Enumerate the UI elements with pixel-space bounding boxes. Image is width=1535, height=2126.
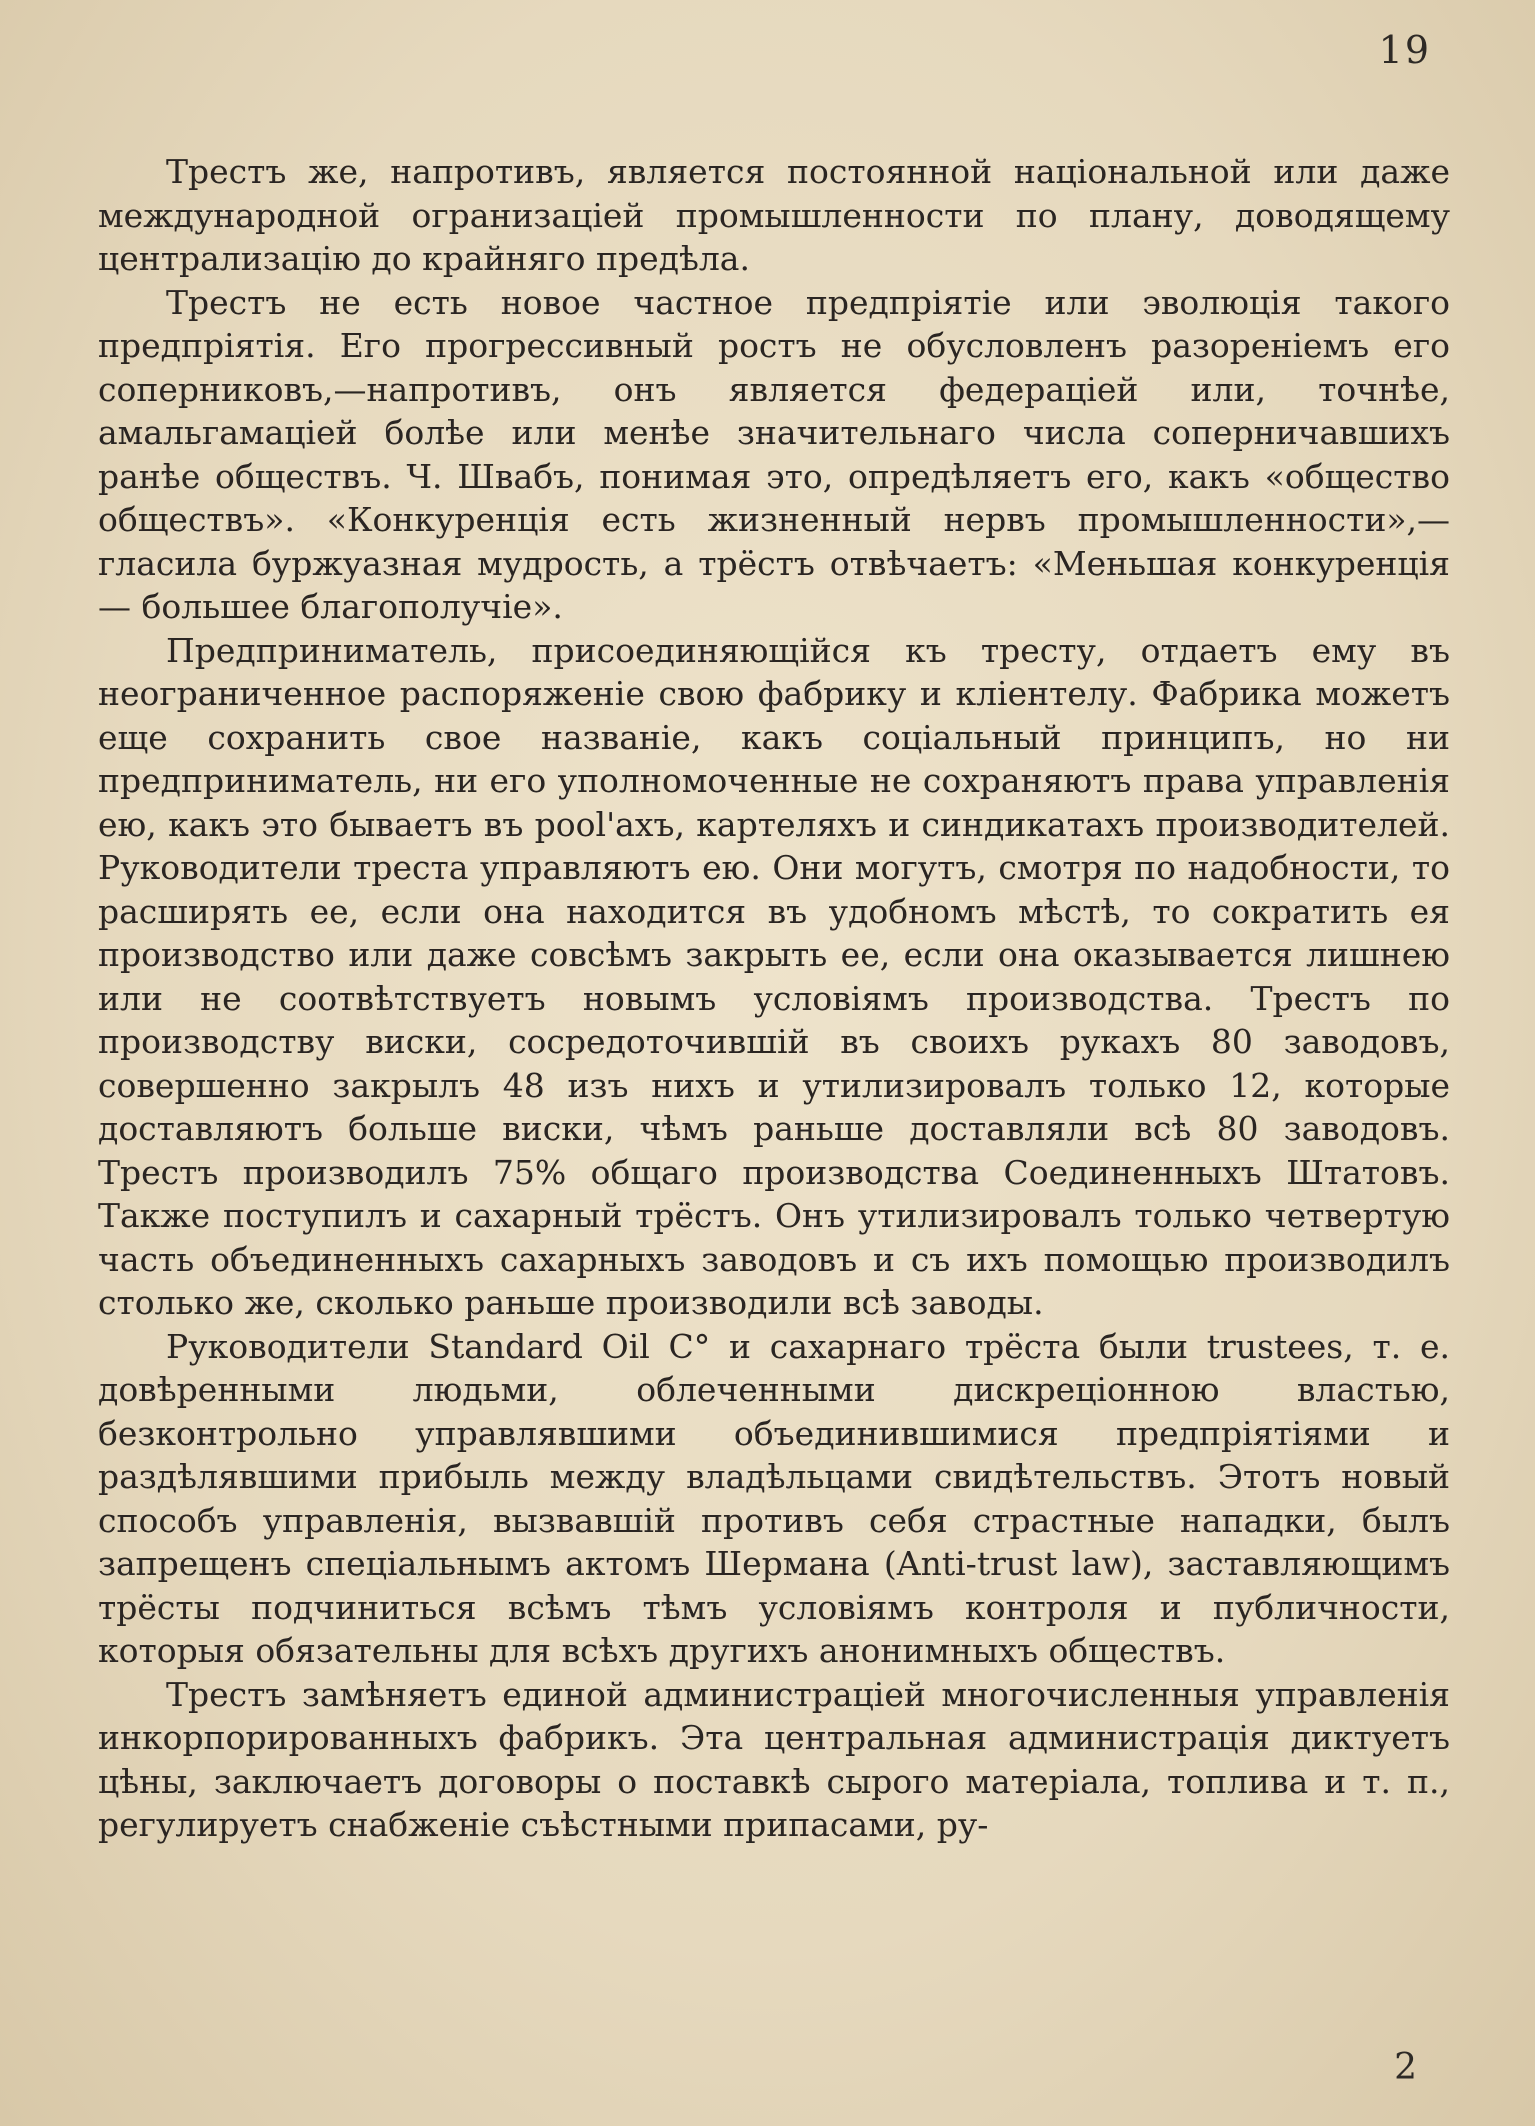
paragraph-1: Трестъ же, напротивъ, является постоянной національной или даже международной огранизаціей промышленности по плану, доводящему централизацію до крайняго предѣла.: [98, 152, 1450, 278]
paragraph-5: Трестъ замѣняетъ единой администраціей многочисленныя управленія инкорпорированныхъ фабрикъ. Эта центральная администрація диктуетъ цѣны, заключаетъ договоры о поставкѣ сырого матеріала, топлива и т. п., регулируетъ снабженіе съѣстными припасами, ру-: [98, 1674, 1450, 1844]
sheet-signature-mark: 2: [1394, 2047, 1417, 2088]
paragraph-2: Трестъ не есть новое частное предпріятіе или эволюція такого предпріятія. Его прогрессивный ростъ не обусловленъ разореніемъ его соперниковъ,—напротивъ, онъ является федераціей или, точнѣе, амальгамаціей болѣе или менѣе значительнаго числа соперничавшихъ ранѣе обществъ. Ч. Швабъ, понимая это, опредѣляетъ его, какъ «общество обществъ». «Конкуренція есть жизненный нервъ промышленности»,—гласила буржуазная мудрость, а трёстъ отвѣчаетъ: «Меньшая конкуренція — большее благополучіе».: [98, 282, 1450, 626]
paragraph-4: Руководители Standard Oil C° и сахарнаго трёста были trustees, т. е. довѣренными людьми, облеченными дискреціонною властью, безконтрольно управлявшими объединившимися предпріятіями и раздѣлявшими прибыль между владѣльцами свидѣтельствъ. Этотъ новый способъ управленія, вызвавшій противъ себя страстные нападки, былъ запрещенъ спеціальнымъ актомъ Шермана (Anti-trust law), заставляющимъ трёсты подчиниться всѣмъ тѣмъ условіямъ контроля и публичности, которыя обязательны для всѣхъ другихъ анонимныхъ обществъ.: [98, 1326, 1450, 1670]
body-text: [98, 150, 1450, 1847]
page-number: 19: [1378, 28, 1431, 72]
paragraph-3: Предприниматель, присоединяющійся къ тресту, отдаетъ ему въ неограниченное распоряженіе свою фабрику и кліентелу. Фабрика можетъ еще сохранить свое названіе, какъ соціальный принципъ, но ни предприниматель, ни его уполномоченные не сохраняютъ права управленія ею, какъ это бываетъ въ pool'ахъ, картеляхъ и синдикатахъ производителей. Руководители треста управляютъ ею. Они могутъ, смотря по надобности, то расширять ее, если она находится въ удобномъ мѣстѣ, то сократить ея производство или даже совсѣмъ закрыть ее, если она оказывается лишнею или не соотвѣтствуетъ новымъ условіямъ производства. Трестъ по производству виски, сосредоточившій въ своихъ рукахъ 80 заводовъ, совершенно закрылъ 48 изъ нихъ и утилизировалъ только 12, которые доставляютъ больше виски, чѣмъ раньше доставляли всѣ 80 заводовъ. Трестъ производилъ 75% общаго производства Соединенныхъ Штатовъ. Также поступилъ и сахарный трёстъ. Онъ утилизировалъ только четвертую часть объединенныхъ сахарныхъ заводовъ и съ ихъ помощью производилъ столько же, сколько раньше производили всѣ заводы.: [98, 630, 1450, 1322]
